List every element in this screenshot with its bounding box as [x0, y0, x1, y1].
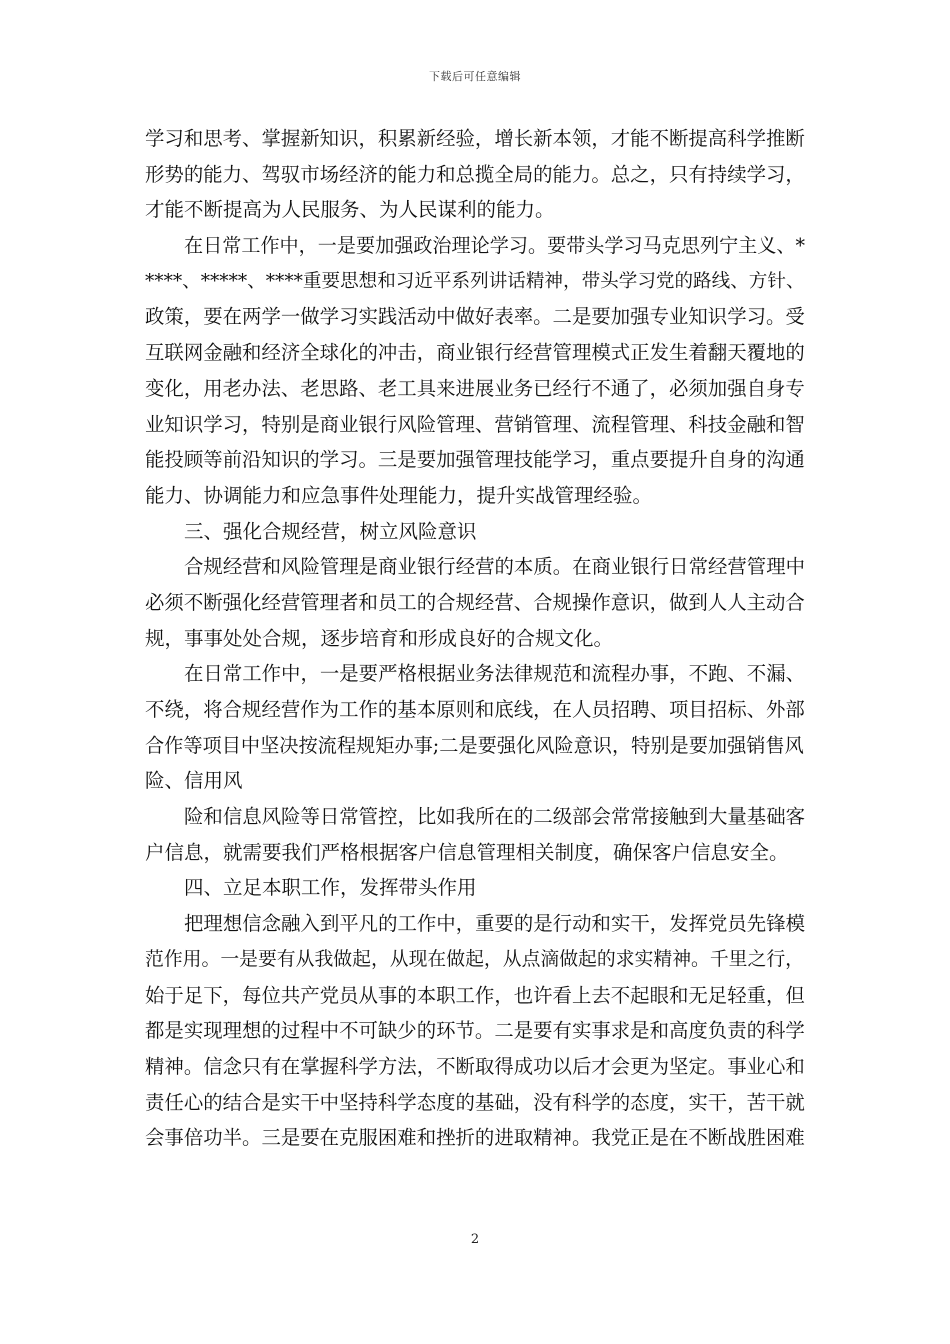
text-line: 能力、协调能力和应急事件处理能力，提升实战管理经验。 [145, 483, 653, 507]
section-heading: 三、强化合规经营，树立风险意识 [184, 519, 477, 543]
text-line: 险、信用风 [145, 769, 243, 793]
text-line: 精神。信念只有在掌握科学方法，不断取得成功以后才会更为坚定。事业心和 [145, 1054, 805, 1078]
text-line: 不绕，将合规经营作为工作的基本原则和底线，在人员招聘、项目招标、外部 [145, 698, 805, 721]
text-line: 合规经营和风险管理是商业银行经营的本质。在商业银行日常经营管理中 [184, 555, 806, 579]
text-line: 变化，用老办法、老思路、老工具来进展业务已经行不通了，必须加强自身专 [145, 376, 805, 400]
text-line: 合作等项目中坚决按流程规矩办事;二是要强化风险意识，特别是要加强销售风 [145, 733, 804, 757]
text-line: 始于足下，每位共产党员从事的本职工作，也许看上去不起眼和无足轻重，但 [145, 983, 805, 1007]
section-heading: 四、立足本职工作，发挥带头作用 [184, 876, 477, 900]
page-header: 下载后可任意编辑 [429, 70, 521, 83]
text-line: 政策，要在两学一做学习实践活动中做好表率。二是要加强专业知识学习。受 [145, 305, 805, 329]
text-line: 险和信息风险等日常管控，比如我所在的二级部会常常接触到大量基础客 [184, 805, 806, 829]
text-line: 能投顾等前沿知识的学习。三是要加强管理技能学习，重点要提升自身的沟通 [145, 448, 805, 472]
text-line: 学习和思考、掌握新知识，积累新经验，增长新本领，才能不断提高科学推断 [145, 127, 805, 150]
page-number: 2 [470, 1232, 480, 1247]
text-line: 范作用。一是要有从我做起，从现在做起，从点滴做起的求实精神。千里之行， [145, 948, 804, 970]
text-line: 会事倍功半。三是要在克服困难和挫折的进取精神。我党正是在不断战胜困难 [145, 1126, 805, 1150]
text-line: 在日常工作中，一是要严格根据业务法律规范和流程办事，不跑、不漏、 [184, 662, 806, 686]
text-line: 形势的能力、驾驭市场经济的能力和总揽全局的能力。总之，只有持续学习， [145, 162, 805, 186]
text-line: 在日常工作中，一是要加强政治理论学习。要带头学习马克思列宁主义、* [184, 234, 806, 258]
text-line: ****、*****、****重要思想和习近平系列讲话精神，带头学习党的路线、方针、 [145, 270, 805, 292]
text-line: 户信息，就需要我们严格根据客户信息管理相关制度，确保客户信息安全。 [145, 840, 789, 864]
text-line: 规，事事处处合规，逐步培育和形成良好的合规文化。 [145, 626, 614, 650]
document-body [145, 121, 805, 1156]
text-line: 必须不断强化经营管理者和员工的合规经营、合规操作意识，做到人人主动合 [145, 590, 805, 614]
text-line: 把理想信念融入到平凡的工作中，重要的是行动和实干，发挥党员先锋模 [184, 912, 806, 936]
text-line: 才能不断提高为人民服务、为人民谋利的能力。 [145, 198, 555, 222]
text-line: 都是实现理想的过程中不可缺少的环节。二是要有实事求是和高度负责的科学 [145, 1019, 805, 1043]
text-line: 互联网金融和经济全球化的冲击，商业银行经营管理模式正发生着翻天覆地的 [145, 341, 805, 365]
text-line: 责任心的结合是实干中坚持科学态度的基础，没有科学的态度，实干，苦干就 [145, 1090, 805, 1114]
text-line: 业知识学习，特别是商业银行风险管理、营销管理、流程管理、科技金融和智 [145, 412, 805, 436]
